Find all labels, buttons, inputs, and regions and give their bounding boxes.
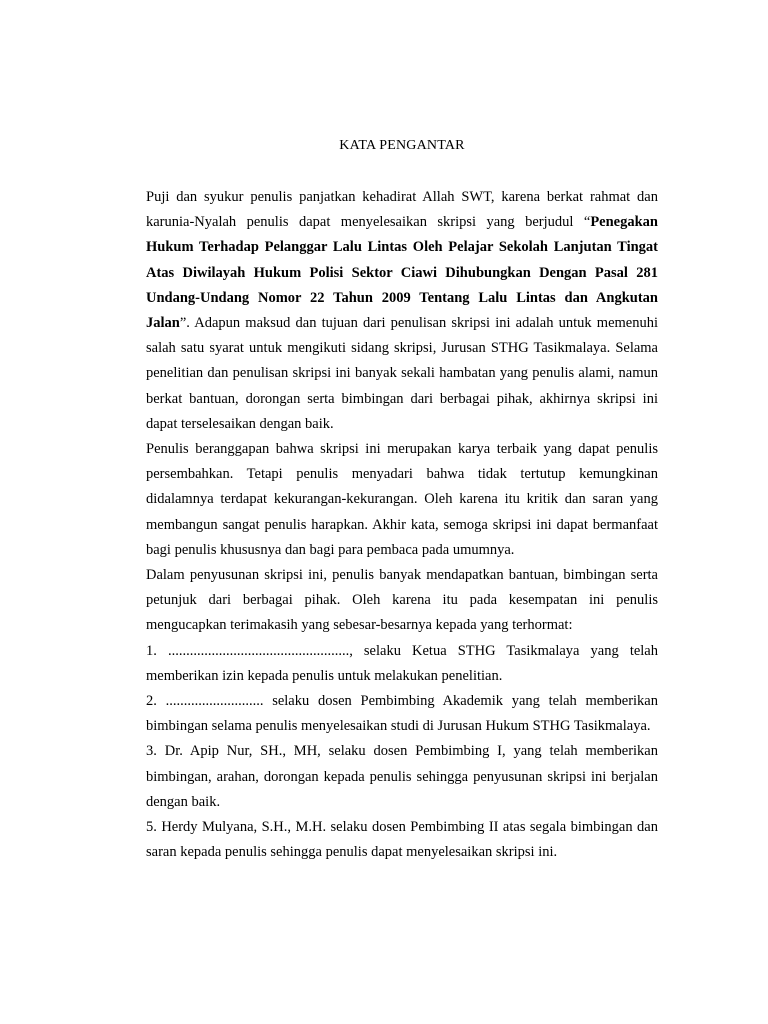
paragraph-acknowledgement: Dalam penyusunan skripsi ini, penulis banyak mendapatkan bantuan, bimbingan serta petunjuk dari berbagai pihak. Oleh karena itu pada kesempatan ini penulis mengucapkan terimakasih yang sebesar-besarnya kepada yang terhormat: xyxy=(146,567,658,634)
paragraph-intro xyxy=(146,185,658,437)
list-item-1: 1. .................................................., selaku Ketua STHG Tasikmalaya yang telah memberikan izin kepada penulis untuk melakukan penelitian. xyxy=(146,642,658,684)
list-item-5: 5. Herdy Mulyana, S.H., M.H. selaku dosen Pembimbing II atas segala bimbingan dan saran kepada penulis sehingga penulis dapat menyelesaikan skripsi ini. xyxy=(146,819,658,861)
paragraph-assessment: Penulis beranggapan bahwa skripsi ini merupakan karya terbaik yang dapat penulis persembahkan. Tetapi penulis menyadari bahwa tidak tertutup kemungkinan didalamnya terdapat kekurangan-kekurangan. Oleh karena itu kritik dan saran yang membangun sangat penulis harapkan. Akhir kata, semoga skripsi ini dapat bermanfaat bagi penulis khususnya dan bagi para pembaca pada umumnya. xyxy=(146,441,658,558)
intro-lead-text: Puji dan syukur penulis panjatkan kehadirat Allah SWT, karena berkat rahmat dan karunia-Nyalah penulis dapat menyelesaikan skripsi yang berjudul “ xyxy=(146,189,658,231)
thesis-title: Penegakan Hukum Terhadap Pelanggar Lalu Lintas Oleh Pelajar Sekolah Lanjutan Tingat Atas Diwilayah Hukum Polisi Sektor Ciawi Dihubungkan Dengan Pasal 281 Undang-Undang Nomor 22 Tahun 2009 Tentang Lalu Lintas dan Angkutan Jalan xyxy=(146,214,658,332)
document-body xyxy=(146,185,658,865)
page-title: KATA PENGANTAR xyxy=(339,138,465,153)
list-item-2: 2. ........................... selaku dosen Pembimbing Akademik yang telah memberikan bimbingan selama penulis menyelesaikan studi di Jurusan Hukum STHG Tasikmalaya. xyxy=(146,693,658,735)
intro-rest-text: ”. Adapun maksud dan tujuan dari penulisan skripsi ini adalah untuk memenuhi salah satu syarat untuk mengikuti sidang skripsi, Jurusan STHG Tasikmalaya. Selama penelitian dan penulisan skripsi ini banyak sekali hambatan yang penulis alami, namun berkat bantuan, dorongan serta bimbingan dari berbagai pihak, akhirnya skripsi ini dapat terselesaikan dengan baik. xyxy=(146,315,658,432)
list-item-3: 3. Dr. Apip Nur, SH., MH, selaku dosen Pembimbing I, yang telah memberikan bimbingan, arahan, dorongan kepada penulis sehingga penyusunan skripsi ini berjalan dengan baik. xyxy=(146,743,658,810)
